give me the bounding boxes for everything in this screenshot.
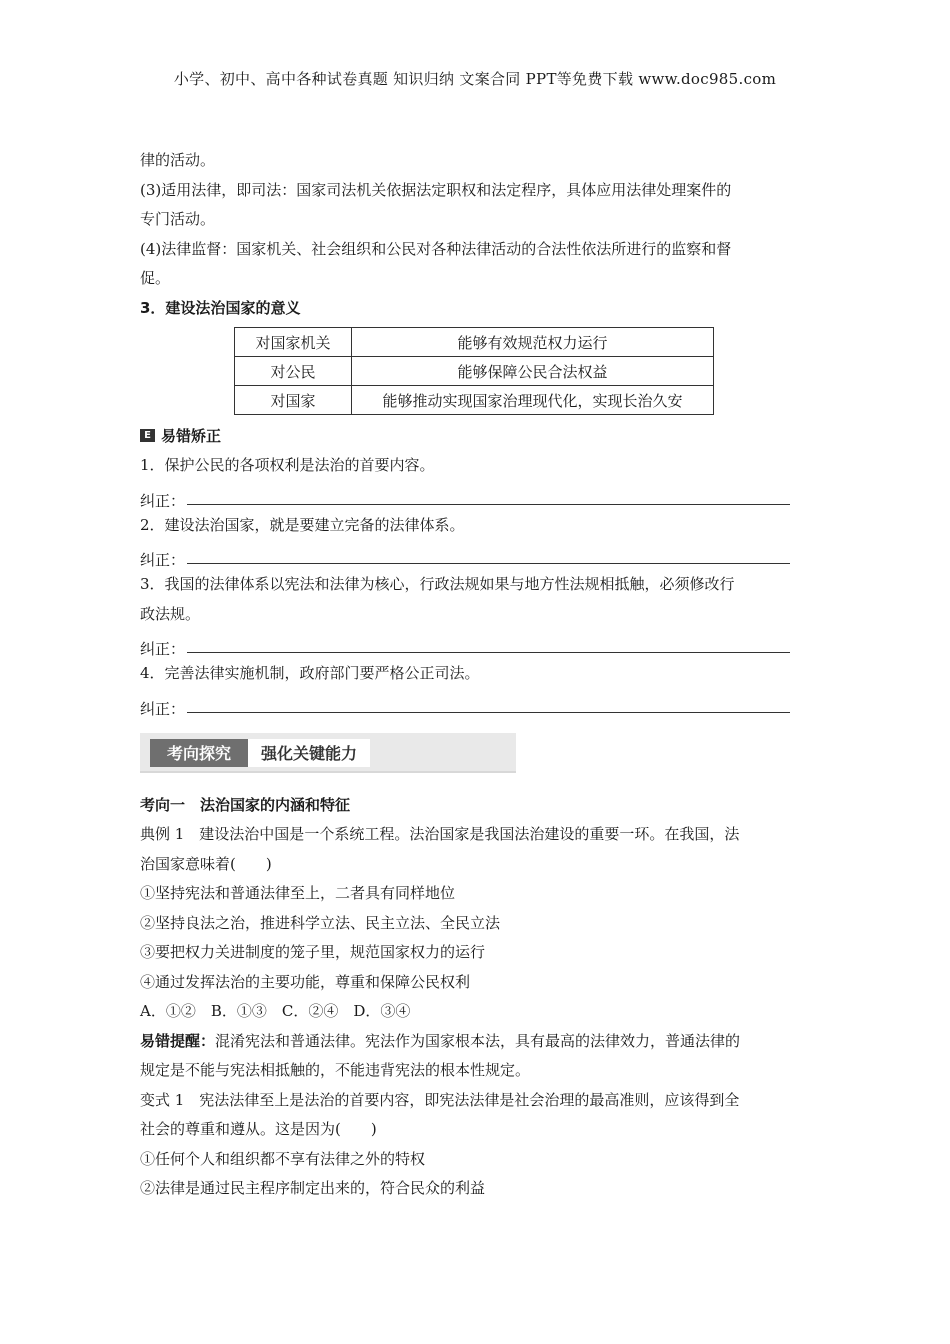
table-row bbox=[235, 328, 714, 357]
table-cell-key: 对国家机关 bbox=[235, 328, 352, 357]
error-item: 1．保护公民的各项权利是法治的首要内容。 bbox=[140, 456, 435, 474]
paragraph-line: (3)适用法律，即司法：国家司法机关依据法定职权和法定程序，具体应用法律处理案件的 bbox=[140, 180, 732, 199]
correction-line[interactable] bbox=[140, 481, 810, 511]
table-cell-key: 对公民 bbox=[235, 357, 352, 386]
example-question: 典例 1 建设法治中国是一个系统工程。法治国家是我国法治建设的重要一环。在我国，法 bbox=[140, 825, 740, 843]
section-heading: 3．建设法治国家的意义 bbox=[140, 298, 301, 317]
correction-blank[interactable] bbox=[187, 638, 790, 653]
correction-label: 纠正： bbox=[140, 699, 186, 718]
correction-label: 纠正： bbox=[140, 640, 186, 658]
error-correction-label: 易错矫正 bbox=[161, 426, 222, 445]
option-line: ①坚持宪法和普通法律至上，二者具有同样地位 bbox=[140, 884, 456, 902]
error-tip-cont: 规定是不能与宪法相抵触的，不能违背宪法的根本性规定。 bbox=[140, 1061, 531, 1079]
variant-question-cont: 社会的尊重和遵从。这是因为( ) bbox=[140, 1120, 377, 1138]
document-body bbox=[140, 146, 810, 1204]
answer-choices: A．①② B．①③ C．②④ D．③④ bbox=[140, 1002, 411, 1020]
table-cell-value: 能够推动实现国家治理现代化，实现长治久安 bbox=[352, 386, 714, 415]
correction-blank[interactable] bbox=[187, 549, 790, 564]
option-line: ②坚持良法之治，推进科学立法、民主立法、全民立法 bbox=[140, 913, 501, 932]
table-cell-value: 能够保障公民合法权益 bbox=[352, 357, 714, 386]
paragraph-line: 促。 bbox=[140, 269, 171, 287]
option-line: ②法律是通过民主程序制定出来的，符合民众的利益 bbox=[140, 1179, 486, 1197]
page-header: 小学、初中、高中各种试卷真题 知识归纳 文案合同 PPT等免费下载 www.doc985.com bbox=[173, 70, 777, 88]
error-tip bbox=[140, 1027, 810, 1057]
paragraph-line: 专门活动。 bbox=[140, 210, 216, 228]
correction-line[interactable] bbox=[140, 540, 810, 570]
table-row bbox=[235, 386, 714, 415]
topic-heading: 考向一 法治国家的内涵和特征 bbox=[140, 795, 351, 814]
table-cell-key: 对国家 bbox=[235, 386, 352, 415]
correction-blank[interactable] bbox=[187, 490, 790, 505]
paragraph-line: 律的活动。 bbox=[140, 151, 216, 169]
error-tip-label: 易错提醒： bbox=[140, 1031, 216, 1050]
error-item: 2．建设法治国家，就是要建立完备的法律体系。 bbox=[140, 515, 465, 534]
table-cell-value: 能够有效规范权力运行 bbox=[352, 328, 714, 357]
table-row bbox=[235, 357, 714, 386]
option-line: ③要把权力关进制度的笼子里，规范国家权力的运行 bbox=[140, 943, 486, 961]
error-item: 4．完善法律实施机制，政府部门要严格公正司法。 bbox=[140, 664, 480, 682]
correction-line[interactable] bbox=[140, 689, 810, 719]
banner-label-right: 强化关键能力 bbox=[248, 739, 370, 767]
correction-label: 纠正： bbox=[140, 491, 186, 510]
error-correction-title bbox=[140, 419, 810, 451]
error-item: 3．我国的法律体系以宪法和法律为核心，行政法规如果与地方性法规相抵触，必须修改行 bbox=[140, 575, 735, 593]
banner-label-left: 考向探究 bbox=[150, 739, 248, 767]
error-correction-icon: E bbox=[140, 429, 155, 442]
correction-label: 纠正： bbox=[140, 551, 186, 569]
error-item-cont: 政法规。 bbox=[140, 604, 201, 623]
example-question-cont: 治国家意味着( ) bbox=[140, 854, 272, 873]
paragraph-line: (4)法律监督：国家机关、社会组织和公民对各种法律活动的合法性依法所进行的监察和督 bbox=[140, 239, 732, 258]
error-tip-text: 混淆宪法和普通法律。宪法作为国家根本法，具有最高的法律效力，普通法律的 bbox=[215, 1031, 741, 1050]
correction-line[interactable] bbox=[140, 629, 810, 659]
correction-blank[interactable] bbox=[187, 698, 790, 713]
option-line: ④通过发挥法治的主要功能，尊重和保障公民权利 bbox=[140, 972, 471, 991]
variant-question: 变式 1 宪法法律至上是法治的首要内容，即宪法法律是社会治理的最高准则，应该得到全 bbox=[140, 1090, 740, 1109]
significance-table bbox=[234, 327, 714, 415]
section-banner bbox=[140, 733, 516, 773]
option-line: ①任何个人和组织都不享有法律之外的特权 bbox=[140, 1149, 426, 1168]
